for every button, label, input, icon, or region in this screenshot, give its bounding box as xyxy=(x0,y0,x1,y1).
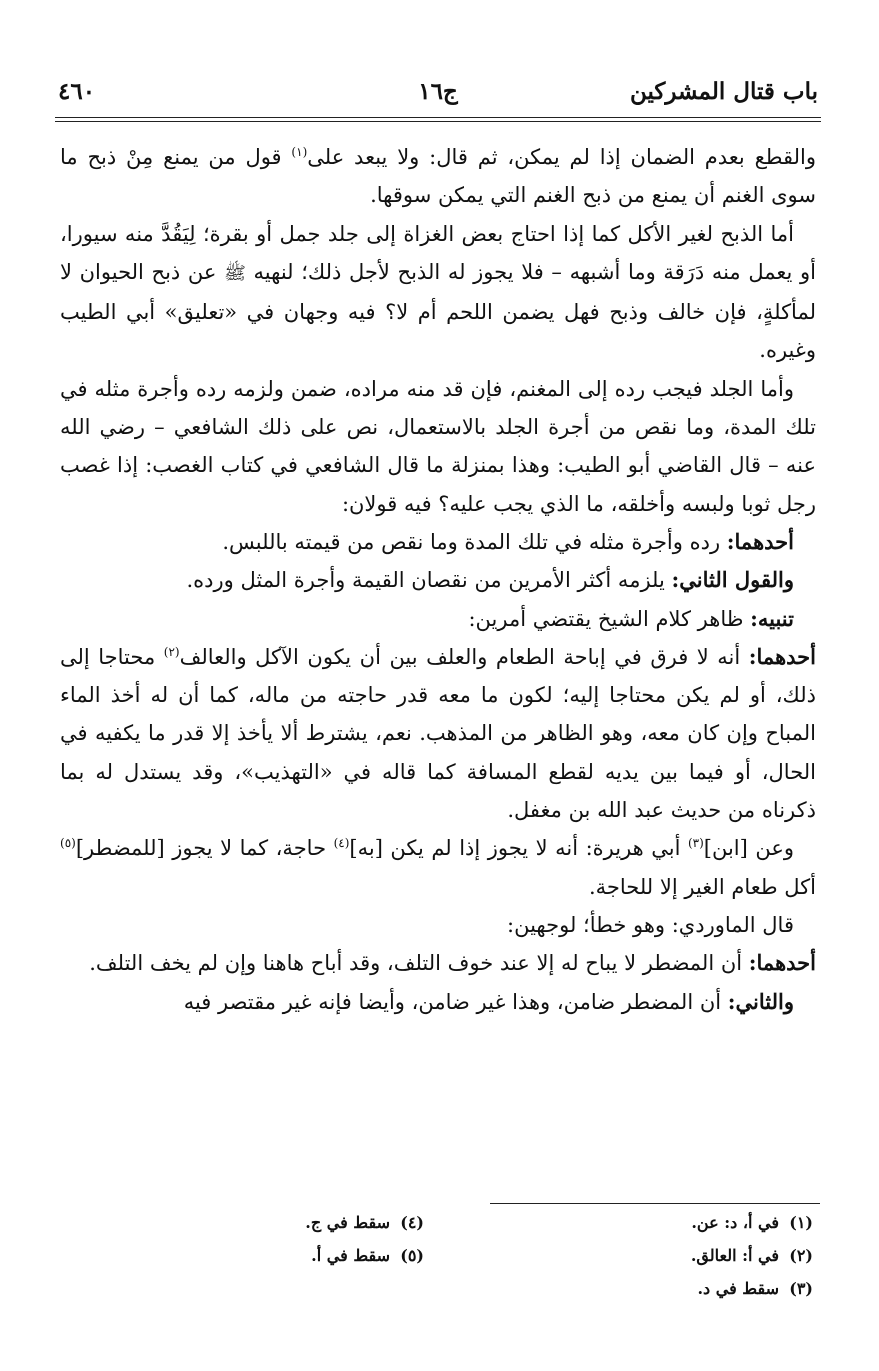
paragraph: وعن [ابن]$^{(٣)}$ أبي هريرة: أنه لا يجوز إذا لم يكن [به]$^{(٤)}$ حاجة، كما لا يجوز [للمضطر]$^{(٥)}$ أكل طعام الغير إلا للحاجة. xyxy=(60,836,816,899)
section-label: تنبيه: xyxy=(750,605,794,631)
paragraph: وأما الجلد فيجب رده إلى المغنم، فإن قد منه مراده، ضمن ولزمه رده وأجرة مثله في تلك المدة، وما نقص من أجرة الجلد بالاستعمال، نص على ذلك الشافعي – رضي الله عنه – قال القاضي أبو الطيب: وهذا بمنزلة ما قال الشافعي في كتاب الغصب: إذا غصب رجل ثوبا ولبسه وأخلقه، ما الذي يجب عليه؟ فيه قولان: xyxy=(60,376,816,516)
paragraph: قال الماوردي: وهو خطأ؛ لوجهين: xyxy=(507,912,794,937)
section-label: أحدهما: xyxy=(748,643,816,669)
section-label: والقول الثاني: xyxy=(671,567,794,593)
page-number: ٤٦٠ xyxy=(58,78,96,105)
page-header xyxy=(58,78,818,112)
paragraph: والقطع بعدم الضمان إذا لم يمكن، ثم قال: ولا يبعد على$^{(١)}$ قول من يمنع مِنْ ذبح ما سوى الغنم أن يمنع من ذبح الغنم التي يمكن سوقها. xyxy=(60,145,816,208)
paragraph: أحدهما: أنه لا فرق في إباحة الطعام والعلف بين أن يكون الآكل والعالف$^{(٢)}$ محتاجا إلى ذلك، أو لم يكن محتاجا إليه؛ لكون ما معه قدر حاجته من ماله، كما أن له أخذ الماء المباح وإن كان معه، وهو الظاهر من المذهب. نعم، يشترط ألا يأخذ إلا قدر ما يكفيه في الحال، أو فيما بين يديه لقطع المسافة كما قاله في «التهذيب»، وقد يستدل له بما ذكرناه من حديث عبد الله بن مغفل. xyxy=(60,643,816,823)
main-text xyxy=(60,138,816,1021)
paragraph: أحدهما: أن المضطر لا يباح له إلا عند خوف التلف، وقد أباح هاهنا وإن لم يخف التلف. xyxy=(89,950,816,976)
footnote-ref[interactable]: (٤) xyxy=(333,836,350,851)
footnote: (٢)في أ: العالق. xyxy=(690,1246,813,1265)
footnote-separator xyxy=(490,1203,820,1204)
footnote: (١)في أ، د: عن. xyxy=(691,1213,813,1232)
footnote: (٣)سقط في د. xyxy=(697,1279,813,1298)
volume-number: ج١٦ xyxy=(418,78,458,105)
section-label: والثاني: xyxy=(727,988,794,1014)
footnote-ref[interactable]: (١) xyxy=(291,145,308,159)
section-label: أحدهما: xyxy=(748,950,816,976)
footnote: (٥)سقط في أ. xyxy=(311,1246,424,1265)
paragraph: تنبيه: ظاهر كلام الشيخ يقتضي أمرين: xyxy=(468,605,794,631)
paragraph: أما الذبح لغير الأكل كما إذا احتاج بعض الغزاة إلى جلد جمل أو بقرة؛ لِيَقُدَّ منه سيورا، أو يعمل منه دَرَقة وما أشبهه – فلا يجوز له الذبح لأجل ذلك؛ لنهيه ﷺ عن ذبح الحيوان لا لمأكلةٍ، فإن خالف وذبح فهل يضمن اللحم أم لا؟ فيه وجهان في «تعليق» أبي الطيب وغيره. xyxy=(60,221,816,363)
paragraph: أحدهما: رده وأجرة مثله في تلك المدة وما نقص من قيمته باللبس. xyxy=(222,528,794,554)
honorific-glyph: ﷺ xyxy=(224,262,246,284)
header-rule xyxy=(55,117,821,118)
footnote-ref[interactable]: (٥) xyxy=(60,836,76,851)
paragraph: والثاني: أن المضطر ضامن، وهذا غير ضامن، وأيضا فإنه غير مقتصر فيه xyxy=(183,988,794,1014)
footnote: (٤)سقط في ج. xyxy=(305,1213,424,1232)
footnote-ref[interactable]: (٢) xyxy=(163,644,180,659)
header-rule-thin xyxy=(55,121,821,122)
paragraph: والقول الثاني: يلزمه أكثر الأمرين من نقصان القيمة وأجرة المثل ورده. xyxy=(186,567,794,593)
footnote-ref[interactable]: (٣) xyxy=(687,836,704,851)
chapter-title: باب قتال المشركين xyxy=(629,78,818,105)
section-label: أحدهما: xyxy=(726,528,794,554)
